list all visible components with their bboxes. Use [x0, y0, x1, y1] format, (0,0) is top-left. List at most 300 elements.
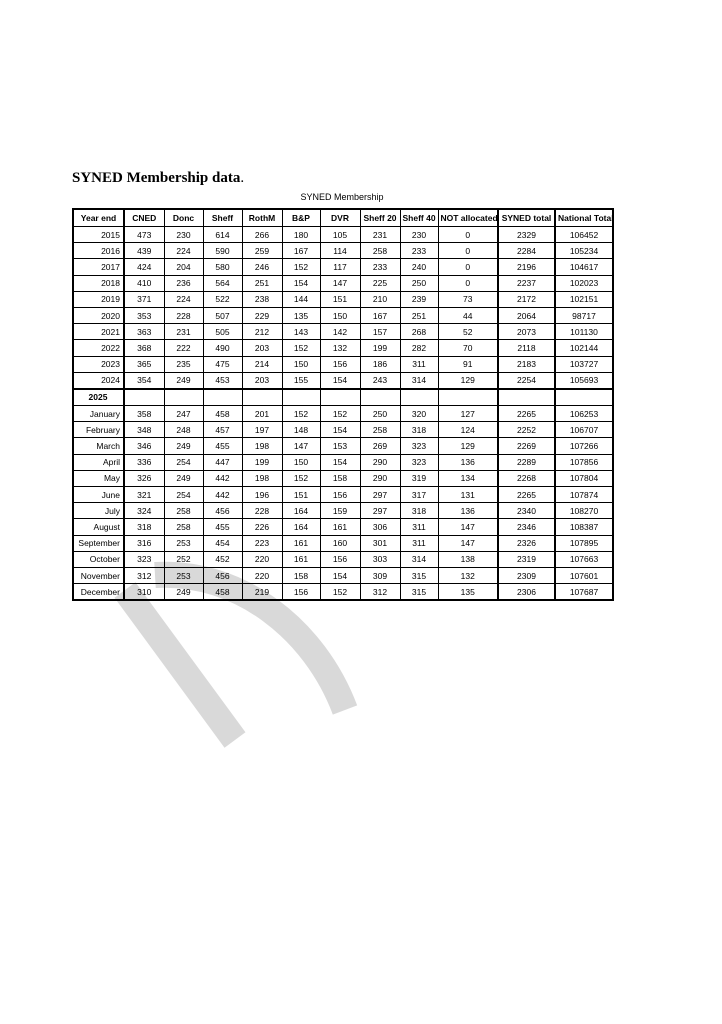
table-cell: 230	[400, 227, 438, 243]
table-cell: 143	[282, 324, 320, 340]
table-cell: 312	[124, 567, 164, 583]
table-cell: 52	[438, 324, 498, 340]
table-cell: 290	[360, 454, 400, 470]
table-cell: 196	[242, 487, 282, 503]
table-cell: 251	[400, 307, 438, 323]
table-cell: 129	[438, 438, 498, 454]
table-cell: 282	[400, 340, 438, 356]
table-row	[73, 340, 613, 356]
table-cell: 2252	[498, 422, 555, 438]
table-cell: 238	[242, 291, 282, 307]
table-cell: 315	[400, 567, 438, 583]
table-cell: 0	[438, 275, 498, 291]
table-cell: 73	[438, 291, 498, 307]
table-cell: 228	[242, 503, 282, 519]
empty-cell	[400, 389, 438, 406]
table-cell: 2340	[498, 503, 555, 519]
page-heading	[72, 170, 244, 187]
table-cell: 452	[203, 551, 242, 567]
column-header: NOT allocated	[438, 209, 498, 227]
table-cell: 2306	[498, 584, 555, 601]
table-cell: 107856	[555, 454, 613, 470]
table-cell: 228	[164, 307, 203, 323]
table-cell: 154	[282, 275, 320, 291]
table-cell: 219	[242, 584, 282, 601]
table-cell: 131	[438, 487, 498, 503]
table-cell: 106253	[555, 406, 613, 422]
table-cell: 152	[282, 470, 320, 486]
table-caption	[72, 192, 612, 208]
row-label: 2024	[73, 372, 124, 389]
table-cell: 2073	[498, 324, 555, 340]
table-cell: 150	[282, 356, 320, 372]
table-cell: 614	[203, 227, 242, 243]
table-cell: 157	[360, 324, 400, 340]
column-header: Sheff 40	[400, 209, 438, 227]
table-cell: 70	[438, 340, 498, 356]
table-cell: 156	[320, 487, 360, 503]
table-row	[73, 584, 613, 601]
table-cell: 348	[124, 422, 164, 438]
row-label: August	[73, 519, 124, 535]
empty-cell	[360, 389, 400, 406]
table-cell: 323	[400, 454, 438, 470]
table-cell: 424	[124, 259, 164, 275]
table-cell: 318	[124, 519, 164, 535]
empty-cell	[555, 389, 613, 406]
table-cell: 101130	[555, 324, 613, 340]
table-cell: 158	[320, 470, 360, 486]
table-cell: 320	[400, 406, 438, 422]
table-cell: 135	[282, 307, 320, 323]
table-row	[73, 422, 613, 438]
table-cell: 2284	[498, 243, 555, 259]
table-cell: 324	[124, 503, 164, 519]
table-row	[73, 259, 613, 275]
table-cell: 268	[400, 324, 438, 340]
table-cell: 153	[320, 438, 360, 454]
table-cell: 151	[282, 487, 320, 503]
table-cell: 301	[360, 535, 400, 551]
table-row	[73, 243, 613, 259]
table-row	[73, 372, 613, 389]
table-cell: 107601	[555, 567, 613, 583]
table-cell: 142	[320, 324, 360, 340]
table-row	[73, 487, 613, 503]
table-cell: 2326	[498, 535, 555, 551]
table-cell: 158	[282, 567, 320, 583]
table-cell: 108387	[555, 519, 613, 535]
table-cell: 224	[164, 291, 203, 307]
table-cell: 259	[242, 243, 282, 259]
table-cell: 323	[124, 551, 164, 567]
table-cell: 250	[400, 275, 438, 291]
column-header: National Total	[555, 209, 613, 227]
table-cell: 147	[320, 275, 360, 291]
table-cell: 326	[124, 470, 164, 486]
column-header: B&P	[282, 209, 320, 227]
table-cell: 490	[203, 340, 242, 356]
table-cell: 269	[360, 438, 400, 454]
table-cell: 246	[242, 259, 282, 275]
table-cell: 235	[164, 356, 203, 372]
table-cell: 161	[320, 519, 360, 535]
table-cell: 106452	[555, 227, 613, 243]
table-cell: 455	[203, 519, 242, 535]
table-cell: 186	[360, 356, 400, 372]
table-cell: 156	[282, 584, 320, 601]
column-header: Sheff	[203, 209, 242, 227]
table-header	[73, 209, 613, 227]
row-label: October	[73, 551, 124, 567]
table-cell: 303	[360, 551, 400, 567]
table-cell: 442	[203, 487, 242, 503]
table-cell: 160	[320, 535, 360, 551]
table-cell: 297	[360, 503, 400, 519]
table-cell: 311	[400, 356, 438, 372]
table-cell: 266	[242, 227, 282, 243]
table-row	[73, 356, 613, 372]
table-cell: 150	[320, 307, 360, 323]
empty-cell	[438, 389, 498, 406]
table-cell: 164	[282, 503, 320, 519]
table-cell: 167	[282, 243, 320, 259]
table-cell: 2237	[498, 275, 555, 291]
table-cell: 505	[203, 324, 242, 340]
row-label: December	[73, 584, 124, 601]
row-label: September	[73, 535, 124, 551]
table-row	[73, 454, 613, 470]
table-cell: 159	[320, 503, 360, 519]
table-cell: 132	[320, 340, 360, 356]
table-cell: 336	[124, 454, 164, 470]
table-cell: 199	[242, 454, 282, 470]
table-cell: 252	[164, 551, 203, 567]
section-label: 2025	[73, 389, 124, 406]
empty-cell	[164, 389, 203, 406]
table-cell: 2319	[498, 551, 555, 567]
table-cell: 129	[438, 372, 498, 389]
empty-cell	[203, 389, 242, 406]
table-cell: 0	[438, 259, 498, 275]
table-cell: 250	[360, 406, 400, 422]
table-cell: 230	[164, 227, 203, 243]
table-cell: 147	[282, 438, 320, 454]
table-row	[73, 406, 613, 422]
table-cell: 353	[124, 307, 164, 323]
table-cell: 251	[242, 275, 282, 291]
table-cell: 258	[164, 519, 203, 535]
table-cell: 105693	[555, 372, 613, 389]
table-cell: 240	[400, 259, 438, 275]
table-cell: 243	[360, 372, 400, 389]
table-cell: 318	[400, 422, 438, 438]
table-cell: 0	[438, 243, 498, 259]
table-cell: 310	[124, 584, 164, 601]
empty-cell	[320, 389, 360, 406]
table-row	[73, 438, 613, 454]
table-cell: 152	[282, 340, 320, 356]
table-cell: 164	[282, 519, 320, 535]
table-cell: 2309	[498, 567, 555, 583]
table-cell: 580	[203, 259, 242, 275]
table-cell: 199	[360, 340, 400, 356]
heading-suffix: .	[240, 170, 245, 186]
table-cell: 317	[400, 487, 438, 503]
table-cell: 311	[400, 519, 438, 535]
table-cell: 2172	[498, 291, 555, 307]
table-cell: 154	[320, 567, 360, 583]
table-cell: 150	[282, 454, 320, 470]
table-cell: 203	[242, 340, 282, 356]
table-cell: 161	[282, 551, 320, 567]
table-cell: 105234	[555, 243, 613, 259]
table-cell: 2265	[498, 406, 555, 422]
table-cell: 323	[400, 438, 438, 454]
table-cell: 138	[438, 551, 498, 567]
table-cell: 167	[360, 307, 400, 323]
table-cell: 151	[320, 291, 360, 307]
table-cell: 117	[320, 259, 360, 275]
table-cell: 306	[360, 519, 400, 535]
table-cell: 147	[438, 535, 498, 551]
table-cell: 91	[438, 356, 498, 372]
table-cell: 314	[400, 372, 438, 389]
table-cell: 2289	[498, 454, 555, 470]
table-cell: 148	[282, 422, 320, 438]
table-row	[73, 535, 613, 551]
table-cell: 247	[164, 406, 203, 422]
table-cell: 107895	[555, 535, 613, 551]
table-cell: 311	[400, 535, 438, 551]
table-cell: 253	[164, 535, 203, 551]
table-cell: 107687	[555, 584, 613, 601]
table-cell: 249	[164, 470, 203, 486]
table-cell: 154	[320, 372, 360, 389]
table-cell: 2254	[498, 372, 555, 389]
table-cell: 203	[242, 372, 282, 389]
row-label: May	[73, 470, 124, 486]
table-cell: 248	[164, 422, 203, 438]
table-cell: 2064	[498, 307, 555, 323]
table-cell: 2329	[498, 227, 555, 243]
table-cell: 136	[438, 454, 498, 470]
table-cell: 229	[242, 307, 282, 323]
table-cell: 507	[203, 307, 242, 323]
table-cell: 226	[242, 519, 282, 535]
table-cell: 458	[203, 584, 242, 601]
table-cell: 231	[360, 227, 400, 243]
section-row	[73, 389, 613, 406]
table-cell: 453	[203, 372, 242, 389]
table-row	[73, 519, 613, 535]
table-cell: 233	[360, 259, 400, 275]
table-cell: 156	[320, 356, 360, 372]
table-cell: 154	[320, 422, 360, 438]
table-cell: 312	[360, 584, 400, 601]
column-header: CNED	[124, 209, 164, 227]
row-label: November	[73, 567, 124, 583]
table-cell: 410	[124, 275, 164, 291]
table-row	[73, 551, 613, 567]
table-cell: 156	[320, 551, 360, 567]
table-row	[73, 307, 613, 323]
table-caption-text: SYNED Membership	[300, 192, 384, 202]
table-cell: 136	[438, 503, 498, 519]
table-cell: 106707	[555, 422, 613, 438]
heading-title: SYNED Membership data	[72, 170, 241, 186]
table-cell: 2183	[498, 356, 555, 372]
row-label: June	[73, 487, 124, 503]
table-cell: 318	[400, 503, 438, 519]
table-row	[73, 227, 613, 243]
table-cell: 297	[360, 487, 400, 503]
table-cell: 155	[282, 372, 320, 389]
table-cell: 2196	[498, 259, 555, 275]
table-cell: 152	[320, 406, 360, 422]
row-label: January	[73, 406, 124, 422]
table-cell: 309	[360, 567, 400, 583]
table-cell: 231	[164, 324, 203, 340]
table-cell: 220	[242, 567, 282, 583]
table-row	[73, 291, 613, 307]
row-label: 2016	[73, 243, 124, 259]
table-cell: 522	[203, 291, 242, 307]
table-body	[73, 227, 613, 601]
table-cell: 220	[242, 551, 282, 567]
table-cell: 105	[320, 227, 360, 243]
table-cell: 180	[282, 227, 320, 243]
table-cell: 475	[203, 356, 242, 372]
table-cell: 223	[242, 535, 282, 551]
column-header: Year end	[73, 209, 124, 227]
table-cell: 154	[320, 454, 360, 470]
table-cell: 590	[203, 243, 242, 259]
table-cell: 454	[203, 535, 242, 551]
table-cell: 254	[164, 487, 203, 503]
table-cell: 214	[242, 356, 282, 372]
table-cell: 447	[203, 454, 242, 470]
table-cell: 442	[203, 470, 242, 486]
table-cell: 363	[124, 324, 164, 340]
empty-cell	[282, 389, 320, 406]
table-cell: 147	[438, 519, 498, 535]
table-cell: 258	[164, 503, 203, 519]
table-cell: 104617	[555, 259, 613, 275]
table-cell: 197	[242, 422, 282, 438]
row-label: 2022	[73, 340, 124, 356]
row-label: July	[73, 503, 124, 519]
table-cell: 44	[438, 307, 498, 323]
table-cell: 456	[203, 567, 242, 583]
table-cell: 107266	[555, 438, 613, 454]
table-cell: 458	[203, 406, 242, 422]
table-cell: 161	[282, 535, 320, 551]
column-header: Sheff 20	[360, 209, 400, 227]
table-cell: 107804	[555, 470, 613, 486]
table-cell: 564	[203, 275, 242, 291]
empty-cell	[124, 389, 164, 406]
table-cell: 2118	[498, 340, 555, 356]
table-cell: 124	[438, 422, 498, 438]
column-header: DVR	[320, 209, 360, 227]
row-label: 2015	[73, 227, 124, 243]
table-cell: 2265	[498, 487, 555, 503]
table-cell: 134	[438, 470, 498, 486]
table-cell: 132	[438, 567, 498, 583]
table-cell: 2269	[498, 438, 555, 454]
row-label: February	[73, 422, 124, 438]
header-row	[73, 209, 613, 227]
empty-cell	[498, 389, 555, 406]
table-cell: 319	[400, 470, 438, 486]
table-cell: 457	[203, 422, 242, 438]
table-cell: 315	[400, 584, 438, 601]
table-cell: 225	[360, 275, 400, 291]
table-cell: 108270	[555, 503, 613, 519]
row-label: 2020	[73, 307, 124, 323]
row-label: 2018	[73, 275, 124, 291]
table-cell: 204	[164, 259, 203, 275]
table-cell: 98717	[555, 307, 613, 323]
table-cell: 103727	[555, 356, 613, 372]
table-row	[73, 275, 613, 291]
table-row	[73, 470, 613, 486]
column-header: RothM	[242, 209, 282, 227]
table-cell: 239	[400, 291, 438, 307]
table-cell: 152	[320, 584, 360, 601]
table-cell: 144	[282, 291, 320, 307]
table-cell: 290	[360, 470, 400, 486]
table-cell: 321	[124, 487, 164, 503]
table-cell: 371	[124, 291, 164, 307]
table-cell: 316	[124, 535, 164, 551]
table-cell: 114	[320, 243, 360, 259]
table-cell: 201	[242, 406, 282, 422]
table-cell: 152	[282, 259, 320, 275]
table-cell: 198	[242, 438, 282, 454]
column-header: SYNED total	[498, 209, 555, 227]
table-cell: 473	[124, 227, 164, 243]
table-cell: 107874	[555, 487, 613, 503]
table-cell: 314	[400, 551, 438, 567]
table-cell: 233	[400, 243, 438, 259]
table-cell: 2346	[498, 519, 555, 535]
membership-table	[72, 208, 614, 601]
table-cell: 249	[164, 584, 203, 601]
table-cell: 456	[203, 503, 242, 519]
table-cell: 102151	[555, 291, 613, 307]
table-cell: 152	[282, 406, 320, 422]
table-cell: 107663	[555, 551, 613, 567]
table-cell: 368	[124, 340, 164, 356]
table-cell: 224	[164, 243, 203, 259]
table-cell: 102144	[555, 340, 613, 356]
table-cell: 236	[164, 275, 203, 291]
table-row	[73, 324, 613, 340]
table-cell: 222	[164, 340, 203, 356]
table-cell: 439	[124, 243, 164, 259]
table-cell: 346	[124, 438, 164, 454]
table-cell: 135	[438, 584, 498, 601]
row-label: 2017	[73, 259, 124, 275]
table-cell: 354	[124, 372, 164, 389]
table-cell: 0	[438, 227, 498, 243]
table-cell: 365	[124, 356, 164, 372]
row-label: 2019	[73, 291, 124, 307]
table-cell: 210	[360, 291, 400, 307]
table-cell: 258	[360, 243, 400, 259]
